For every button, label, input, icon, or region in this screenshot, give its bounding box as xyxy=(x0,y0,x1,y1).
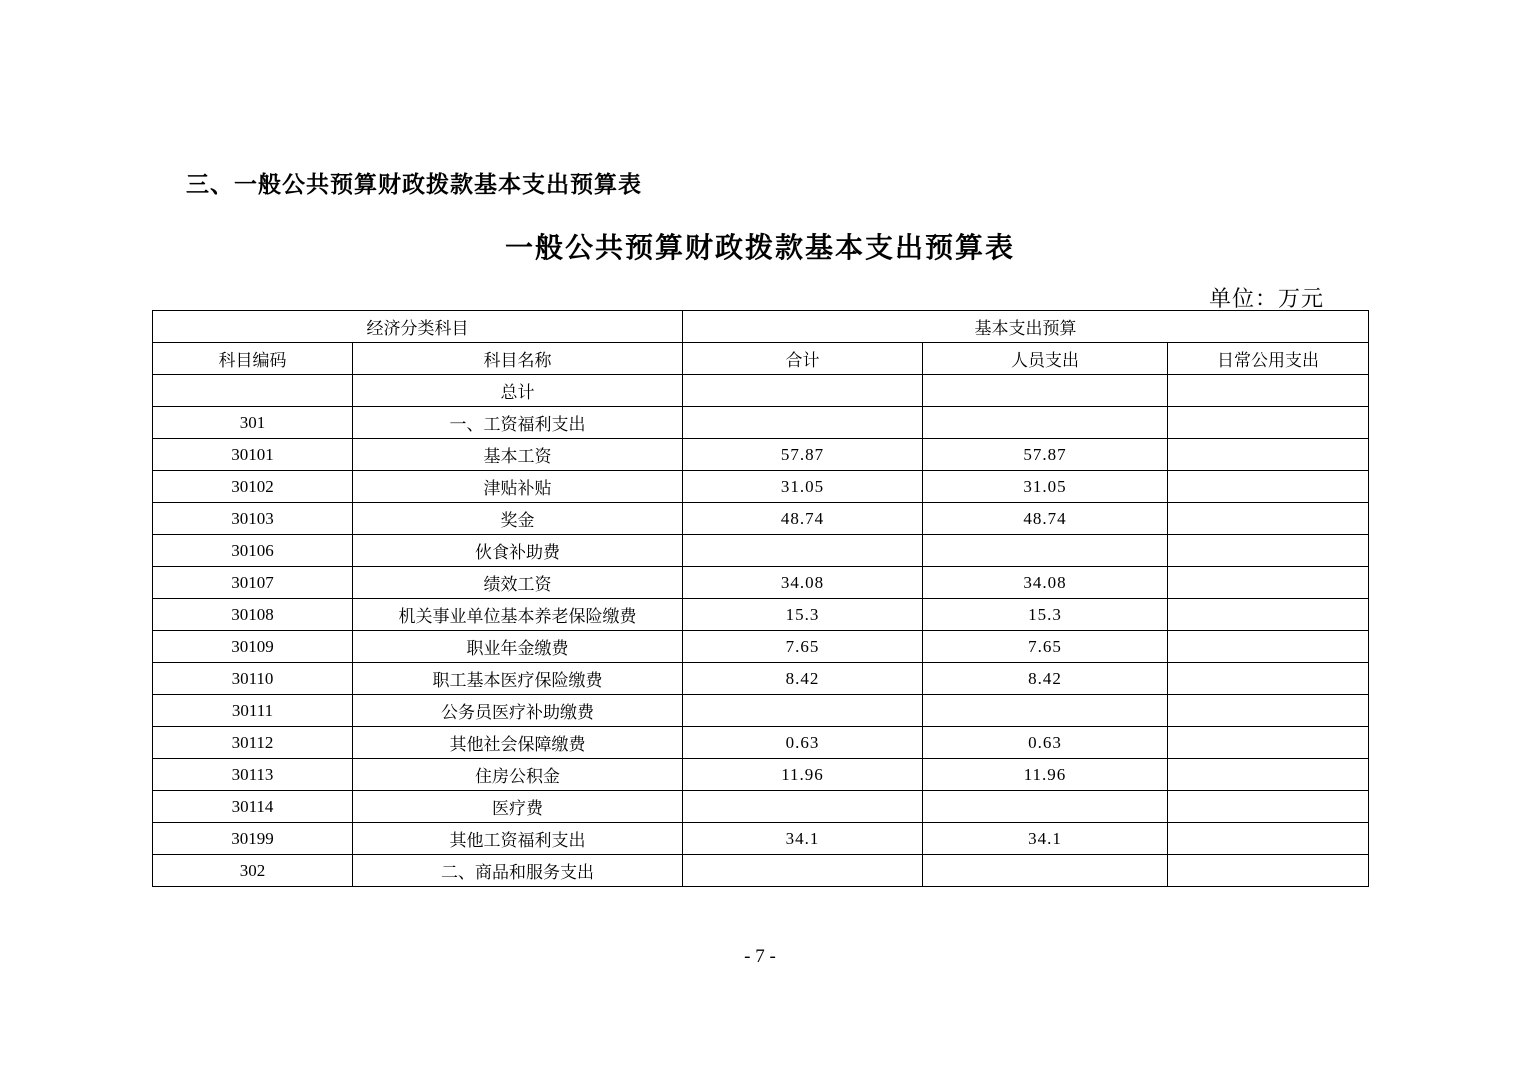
cell-personnel xyxy=(923,535,1168,567)
cell-code: 302 xyxy=(153,855,353,887)
cell-code: 30113 xyxy=(153,759,353,791)
cell-code: 30106 xyxy=(153,535,353,567)
cell-daily-public xyxy=(1168,663,1369,695)
cell-total: 0.63 xyxy=(683,727,923,759)
cell-name: 公务员医疗补助缴费 xyxy=(353,695,683,727)
cell-daily-public xyxy=(1168,599,1369,631)
table-row xyxy=(153,407,1369,439)
cell-daily-public xyxy=(1168,375,1369,407)
cell-total: 34.1 xyxy=(683,823,923,855)
cell-name: 其他工资福利支出 xyxy=(353,823,683,855)
header-economic-category: 经济分类科目 xyxy=(153,311,683,343)
table-row xyxy=(153,695,1369,727)
cell-total: 31.05 xyxy=(683,471,923,503)
table-row xyxy=(153,727,1369,759)
header-name: 科目名称 xyxy=(353,343,683,375)
table-row xyxy=(153,375,1369,407)
cell-code: 30108 xyxy=(153,599,353,631)
cell-total xyxy=(683,535,923,567)
cell-personnel xyxy=(923,695,1168,727)
budget-table xyxy=(152,310,1369,887)
cell-name: 医疗费 xyxy=(353,791,683,823)
cell-daily-public xyxy=(1168,695,1369,727)
cell-total xyxy=(683,855,923,887)
cell-code: 30109 xyxy=(153,631,353,663)
cell-total xyxy=(683,407,923,439)
cell-name: 津贴补贴 xyxy=(353,471,683,503)
header-daily-public: 日常公用支出 xyxy=(1168,343,1369,375)
cell-total: 48.74 xyxy=(683,503,923,535)
cell-daily-public xyxy=(1168,439,1369,471)
cell-daily-public xyxy=(1168,759,1369,791)
cell-name: 伙食补助费 xyxy=(353,535,683,567)
cell-name: 住房公积金 xyxy=(353,759,683,791)
table-row xyxy=(153,567,1369,599)
table-header-row xyxy=(153,343,1369,375)
table-row xyxy=(153,471,1369,503)
header-personnel: 人员支出 xyxy=(923,343,1168,375)
cell-code: 30114 xyxy=(153,791,353,823)
cell-personnel: 15.3 xyxy=(923,599,1168,631)
cell-code: 30199 xyxy=(153,823,353,855)
cell-daily-public xyxy=(1168,535,1369,567)
cell-daily-public xyxy=(1168,727,1369,759)
unit-label: 单位：万元 xyxy=(1208,286,1324,311)
cell-personnel: 34.1 xyxy=(923,823,1168,855)
cell-code: 30110 xyxy=(153,663,353,695)
cell-name: 绩效工资 xyxy=(353,567,683,599)
table-row xyxy=(153,631,1369,663)
cell-name: 二、商品和服务支出 xyxy=(353,855,683,887)
cell-personnel: 11.96 xyxy=(923,759,1168,791)
cell-code: 30112 xyxy=(153,727,353,759)
cell-daily-public xyxy=(1168,503,1369,535)
cell-total: 7.65 xyxy=(683,631,923,663)
cell-personnel xyxy=(923,855,1168,887)
cell-total xyxy=(683,375,923,407)
cell-code: 30107 xyxy=(153,567,353,599)
cell-name: 奖金 xyxy=(353,503,683,535)
cell-daily-public xyxy=(1168,407,1369,439)
cell-personnel: 31.05 xyxy=(923,471,1168,503)
cell-total xyxy=(683,791,923,823)
cell-code: 30101 xyxy=(153,439,353,471)
cell-daily-public xyxy=(1168,631,1369,663)
cell-personnel: 57.87 xyxy=(923,439,1168,471)
cell-name: 总计 xyxy=(353,375,683,407)
cell-daily-public xyxy=(1168,471,1369,503)
table-row xyxy=(153,823,1369,855)
cell-total xyxy=(683,695,923,727)
cell-code xyxy=(153,375,353,407)
section-heading: 三、一般公共预算财政拨款基本支出预算表 xyxy=(186,171,642,197)
table-row xyxy=(153,599,1369,631)
cell-name: 职业年金缴费 xyxy=(353,631,683,663)
cell-code: 301 xyxy=(153,407,353,439)
cell-total: 11.96 xyxy=(683,759,923,791)
cell-personnel: 7.65 xyxy=(923,631,1168,663)
table-body xyxy=(153,375,1369,887)
header-code: 科目编码 xyxy=(153,343,353,375)
page-number: - 7 - xyxy=(744,946,776,967)
table-header-group-row xyxy=(153,311,1369,343)
cell-personnel xyxy=(923,407,1168,439)
cell-code: 30102 xyxy=(153,471,353,503)
table-row xyxy=(153,791,1369,823)
cell-total: 57.87 xyxy=(683,439,923,471)
cell-name: 基本工资 xyxy=(353,439,683,471)
cell-personnel: 0.63 xyxy=(923,727,1168,759)
page-title: 一般公共预算财政拨款基本支出预算表 xyxy=(504,233,1015,264)
cell-total: 34.08 xyxy=(683,567,923,599)
cell-personnel: 48.74 xyxy=(923,503,1168,535)
cell-daily-public xyxy=(1168,567,1369,599)
cell-total: 8.42 xyxy=(683,663,923,695)
table-row xyxy=(153,439,1369,471)
cell-total: 15.3 xyxy=(683,599,923,631)
cell-daily-public xyxy=(1168,855,1369,887)
table-row xyxy=(153,663,1369,695)
table-row xyxy=(153,535,1369,567)
cell-name: 其他社会保障缴费 xyxy=(353,727,683,759)
cell-code: 30111 xyxy=(153,695,353,727)
cell-personnel: 8.42 xyxy=(923,663,1168,695)
table-row xyxy=(153,759,1369,791)
table-row xyxy=(153,503,1369,535)
cell-personnel xyxy=(923,375,1168,407)
header-basic-expenditure-budget: 基本支出预算 xyxy=(683,311,1369,343)
cell-code: 30103 xyxy=(153,503,353,535)
cell-name: 一、工资福利支出 xyxy=(353,407,683,439)
cell-name: 职工基本医疗保险缴费 xyxy=(353,663,683,695)
table-row xyxy=(153,855,1369,887)
cell-personnel xyxy=(923,791,1168,823)
cell-daily-public xyxy=(1168,791,1369,823)
cell-daily-public xyxy=(1168,823,1369,855)
header-total: 合计 xyxy=(683,343,923,375)
cell-name: 机关事业单位基本养老保险缴费 xyxy=(353,599,683,631)
cell-personnel: 34.08 xyxy=(923,567,1168,599)
